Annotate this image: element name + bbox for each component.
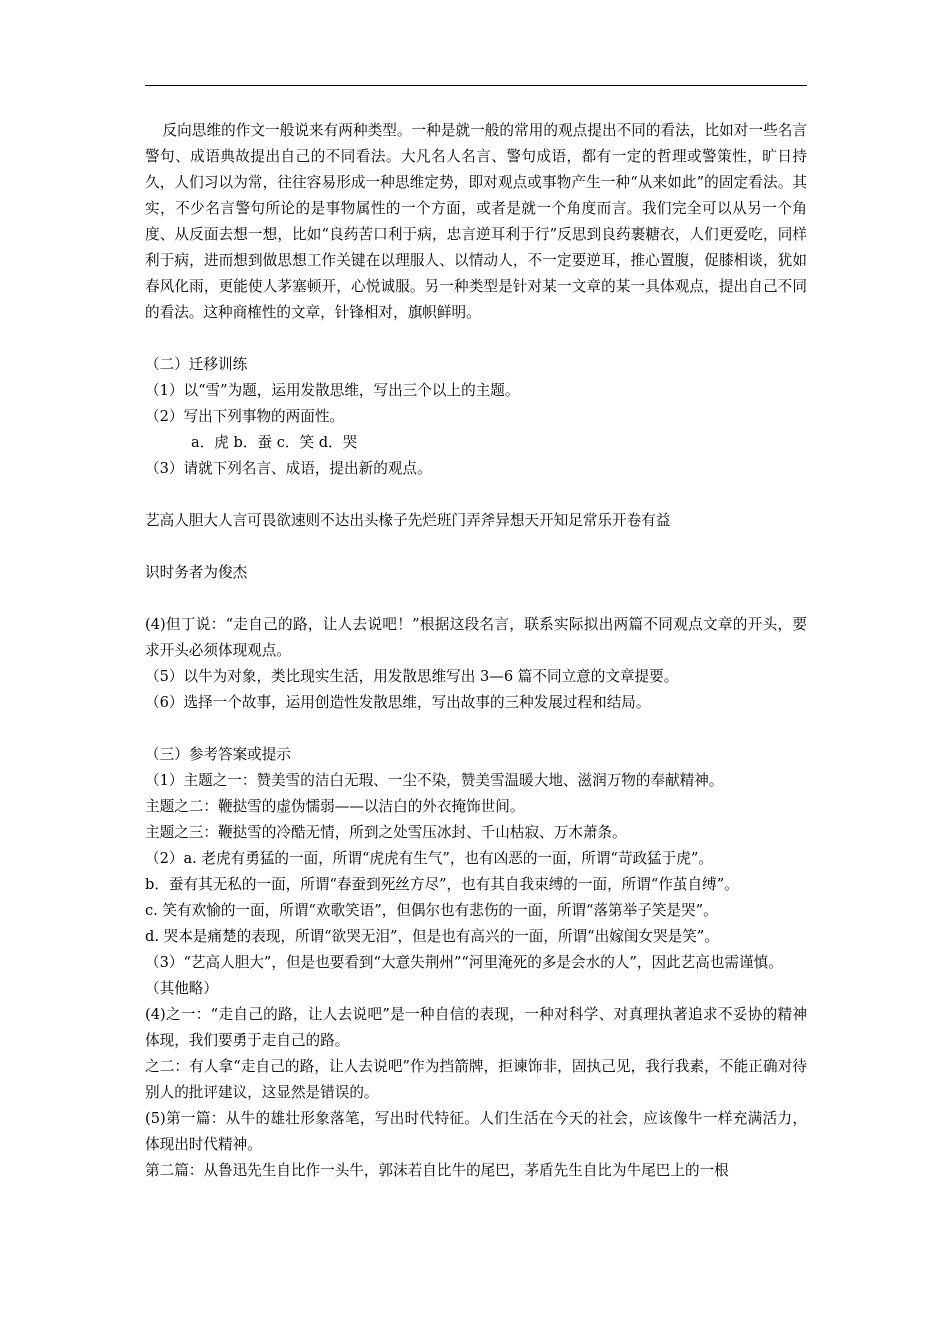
training-heading: （二）迁移训练 xyxy=(145,356,248,373)
answer-2-cry: d. 哭本是痛楚的表现，所谓“欲哭无泪”，但是也有高兴的一面，所谓“出嫁闺女哭是笑”。 xyxy=(145,928,719,945)
training-item-5: （5）以牛为对象，类比现实生活，用发散思维写出 3—6 篇不同立意的文章提要。 xyxy=(145,668,679,685)
intro-paragraph: 反向思维的作文一般说来有两种类型。一种是就一般的常用的观点提出不同的看法，比如对一些名言警句、成语典故提出自己的不同看法。大凡名人名言、警句成语，都有一定的哲理或警策性，旷日持久，人们习以为常，往往容易形成一种思维定势，即对观点或事物产生一种“从来如此”的固定看法。其实，不少名言警句所论的是事物属性的一个方面，或者是就一个角度而言。我们完全可以从另一个角度、从反面去想一想，比如“良药苦口利于病，忠言逆耳利于行”反思到良药裹糖衣，人们更爱吃，同样利于病，进而想到做思想工作关键在以理服人、以情动人，不一定要逆耳，推心置腹，促膝相谈，犹如春风化雨，更能使人茅塞顿开，心悦诚服。另一种类型是针对某一文章的某一具体观点，提出自己不同的看法。这种商榷性的文章，针锋相对，旗帜鲜明。 xyxy=(145,122,807,321)
training-item-4: (4)但丁说：“走自己的路，让人去说吧！”根据这段名言，联系实际拟出两篇不同观点文章的开头，要求开头必须体现观点。 xyxy=(145,616,807,659)
answers-heading: （三）参考答案或提示 xyxy=(145,746,291,763)
header-rule xyxy=(145,85,807,86)
proverbs-line-1: 艺高人胆大人言可畏欲速则不达出头椽子先烂班门弄斧异想天开知足常乐开卷有益 xyxy=(145,512,671,529)
answer-4-view-1: (4)之一：“走自己的路，让人去说吧”是一种自信的表现，一种对科学、对真理执著追求不妥协的精神体现，我们要勇于走自己的路。 xyxy=(145,1006,807,1049)
answer-3-other: （其他略） xyxy=(145,980,218,997)
answer-2-laugh: c. 笑有欢愉的一面，所谓“欢歌笑语”，但偶尔也有悲伤的一面，所谓“落第举子笑是哭”。 xyxy=(145,902,718,919)
answer-2-tiger: （2）a. 老虎有勇猛的一面，所谓“虎虎有生气”，也有凶恶的一面，所谓“苛政猛于虎”。 xyxy=(145,850,713,867)
proverbs-line-2: 识时务者为俊杰 xyxy=(145,564,248,581)
training-item-3: （3）请就下列名言、成语，提出新的观点。 xyxy=(145,460,432,477)
document-body xyxy=(145,118,807,1184)
answer-5-article-1: (5)第一篇：从牛的雄壮形象落笔，写出时代特征。人们生活在今天的社会，应该像牛一样充满活力，体现出时代精神。 xyxy=(145,1110,807,1153)
answer-4-view-2: 之二：有人拿“走自己的路，让人去说吧”作为挡箭牌，拒谏饰非，固执己见，我行我素，不能正确对待别人的批评建议，这显然是错误的。 xyxy=(145,1058,807,1101)
answer-2-silkworm: b．蚕有其无私的一面，所谓“春蚕到死丝方尽”，也有其自我束缚的一面，所谓“作茧自缚”。 xyxy=(145,876,739,893)
training-item-2: （2）写出下列事物的两面性。 xyxy=(145,408,345,425)
training-item-6: （6）选择一个故事，运用创造性发散思维，写出故事的三种发展过程和结局。 xyxy=(145,694,651,711)
training-item-2-options: a．虎 b．蚕 c．笑 d．哭 xyxy=(191,434,358,451)
answer-1-theme-3: 主题之三：鞭挞雪的冷酷无情，所到之处雪压冰封、千山枯寂、万木萧条。 xyxy=(145,824,627,841)
answer-1-theme-2: 主题之二：鞭挞雪的虚伪懦弱——以洁白的外衣掩饰世间。 xyxy=(145,798,525,815)
answer-1-theme-1: （1）主题之一：赞美雪的洁白无瑕、一尘不染，赞美雪温暖大地、滋润万物的奉献精神。 xyxy=(145,772,724,789)
answer-3: （3）“艺高人胆大”，但是也要看到“大意失荆州”“河里淹死的多是会水的人”，因此艺高也需谨慎。 xyxy=(145,954,783,971)
training-item-1: （1）以“雪”为题，运用发散思维，写出三个以上的主题。 xyxy=(145,382,520,399)
answer-5-article-2: 第二篇：从鲁迅先生自比作一头牛，郭沫若自比牛的尾巴，茅盾先生自比为牛尾巴上的一根 xyxy=(145,1162,729,1179)
